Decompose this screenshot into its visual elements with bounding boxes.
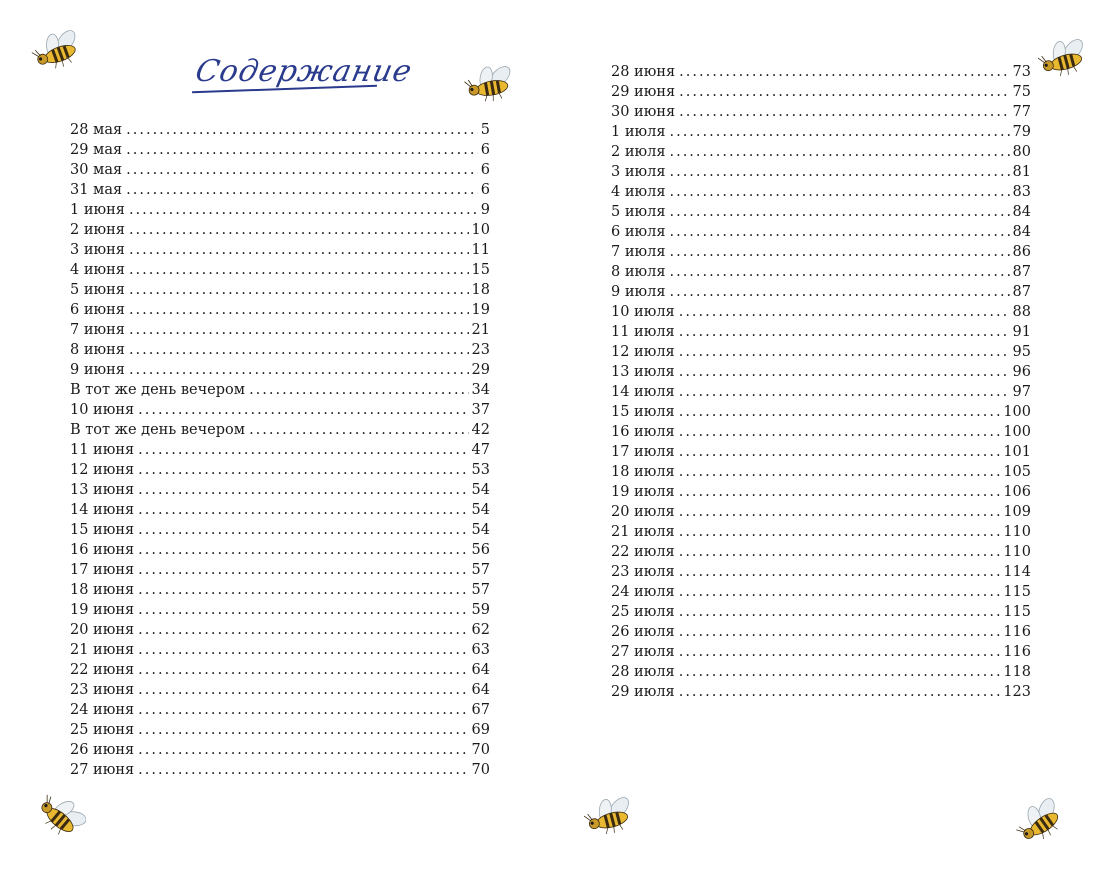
toc-entry-label: 29 июня bbox=[611, 84, 676, 100]
toc-entry-page-number: 37 bbox=[471, 402, 490, 418]
toc-entry-label: 25 июля bbox=[611, 604, 675, 620]
toc-entry-page-number: 110 bbox=[1003, 544, 1031, 560]
toc-leader-dots bbox=[679, 382, 1010, 402]
toc-entry-page-number: 75 bbox=[1012, 84, 1031, 100]
toc-entry-page-number: 115 bbox=[1003, 584, 1031, 600]
toc-leader-dots bbox=[669, 222, 1009, 242]
toc-entry-page-number: 21 bbox=[471, 322, 490, 338]
toc-leader-dots bbox=[669, 182, 1009, 202]
toc-entry-page-number: 84 bbox=[1012, 224, 1031, 240]
toc-entry-label: 11 июля bbox=[611, 324, 675, 340]
toc-entry-label: 24 июля bbox=[611, 584, 675, 600]
bee-icon bbox=[462, 58, 518, 116]
toc-entry bbox=[611, 522, 1031, 542]
toc-entry bbox=[70, 460, 490, 480]
toc-entry-page-number: 88 bbox=[1012, 304, 1031, 320]
toc-entry bbox=[611, 622, 1031, 642]
toc-entry-page-number: 57 bbox=[471, 582, 490, 598]
toc-entry-page-number: 87 bbox=[1012, 264, 1031, 280]
toc-entry-page-number: 110 bbox=[1003, 524, 1031, 540]
toc-entry-label: 2 июня bbox=[70, 222, 125, 238]
toc-entry-label: 12 июня bbox=[70, 462, 135, 478]
toc-entry bbox=[611, 242, 1031, 262]
toc-entry-page-number: 84 bbox=[1012, 204, 1031, 220]
toc-entry bbox=[611, 502, 1031, 522]
toc-leader-dots bbox=[669, 162, 1009, 182]
toc-entry-label: 6 июня bbox=[70, 302, 125, 318]
toc-leader-dots bbox=[138, 480, 468, 500]
toc-entry-label: 7 июля bbox=[611, 244, 666, 260]
toc-leader-dots bbox=[679, 462, 1001, 482]
toc-entry-page-number: 56 bbox=[471, 542, 490, 558]
toc-entry-page-number: 6 bbox=[480, 142, 490, 158]
toc-leader-dots bbox=[679, 622, 1001, 642]
toc-entry-label: 18 июня bbox=[70, 582, 135, 598]
toc-leader-dots bbox=[679, 62, 1009, 82]
toc-entry bbox=[611, 162, 1031, 182]
toc-entry bbox=[70, 200, 490, 220]
toc-leader-dots bbox=[138, 500, 468, 520]
toc-entry bbox=[70, 760, 490, 780]
toc-entry-label: 12 июля bbox=[611, 344, 675, 360]
toc-entry bbox=[611, 362, 1031, 382]
toc-leader-dots bbox=[129, 260, 469, 280]
toc-entry-page-number: 97 bbox=[1012, 384, 1031, 400]
toc-entry-page-number: 73 bbox=[1012, 64, 1031, 80]
toc-entry-label: 13 июля bbox=[611, 364, 675, 380]
toc-entry-page-number: 10 bbox=[471, 222, 490, 238]
toc-entry-label: 28 июля bbox=[611, 664, 675, 680]
toc-list-left bbox=[70, 120, 490, 780]
toc-entry-page-number: 64 bbox=[471, 662, 490, 678]
toc-leader-dots bbox=[129, 300, 469, 320]
toc-entry bbox=[70, 700, 490, 720]
toc-leader-dots bbox=[679, 642, 1001, 662]
toc-entry bbox=[70, 440, 490, 460]
toc-entry-page-number: 115 bbox=[1003, 604, 1031, 620]
toc-leader-dots bbox=[679, 662, 1001, 682]
toc-entry bbox=[611, 82, 1031, 102]
toc-entry-page-number: 54 bbox=[471, 522, 490, 538]
toc-leader-dots bbox=[679, 522, 1001, 542]
toc-entry bbox=[70, 400, 490, 420]
toc-leader-dots bbox=[669, 122, 1009, 142]
toc-entry bbox=[70, 260, 490, 280]
toc-leader-dots bbox=[679, 422, 1001, 442]
toc-entry bbox=[611, 422, 1031, 442]
toc-entry bbox=[70, 660, 490, 680]
toc-entry-page-number: 19 bbox=[471, 302, 490, 318]
toc-entry-page-number: 34 bbox=[471, 382, 490, 398]
toc-entry-label: 28 июня bbox=[611, 64, 676, 80]
toc-leader-dots bbox=[138, 560, 468, 580]
bee-icon bbox=[30, 28, 82, 72]
toc-entry-page-number: 62 bbox=[471, 622, 490, 638]
toc-entry-page-number: 81 bbox=[1012, 164, 1031, 180]
toc-leader-dots bbox=[138, 460, 468, 480]
toc-entry-page-number: 18 bbox=[471, 282, 490, 298]
toc-entry-label: 4 июля bbox=[611, 184, 666, 200]
toc-leader-dots bbox=[679, 322, 1010, 342]
toc-entry-page-number: 54 bbox=[471, 502, 490, 518]
toc-entry-page-number: 118 bbox=[1003, 664, 1031, 680]
toc-leader-dots bbox=[129, 360, 469, 380]
toc-entry bbox=[70, 360, 490, 380]
toc-entry-label: 15 июля bbox=[611, 404, 675, 420]
toc-entry-label: 27 июня bbox=[70, 762, 135, 778]
toc-entry bbox=[611, 642, 1031, 662]
toc-entry bbox=[611, 102, 1031, 122]
toc-entry-label: 22 июня bbox=[70, 662, 135, 678]
toc-entry-label: 16 июля bbox=[611, 424, 675, 440]
toc-entry-label: 9 июня bbox=[70, 362, 125, 378]
toc-entry bbox=[70, 240, 490, 260]
toc-entry-page-number: 47 bbox=[471, 442, 490, 458]
toc-entry-label: 26 июля bbox=[611, 624, 675, 640]
toc-entry bbox=[70, 500, 490, 520]
toc-entry bbox=[70, 640, 490, 660]
toc-entry-label: 1 июня bbox=[70, 202, 125, 218]
bee-icon bbox=[1014, 796, 1070, 852]
bee-icon bbox=[1036, 36, 1092, 86]
toc-entry bbox=[611, 542, 1031, 562]
toc-entry-label: 29 мая bbox=[70, 142, 123, 158]
toc-entry-label: 14 июля bbox=[611, 384, 675, 400]
toc-entry bbox=[70, 420, 490, 440]
toc-entry-label: 31 мая bbox=[70, 182, 123, 198]
toc-leader-dots bbox=[138, 760, 468, 780]
toc-entry bbox=[611, 322, 1031, 342]
toc-entry bbox=[70, 280, 490, 300]
toc-leader-dots bbox=[129, 320, 469, 340]
toc-entry bbox=[70, 540, 490, 560]
toc-leader-dots bbox=[669, 142, 1009, 162]
toc-leader-dots bbox=[679, 82, 1009, 102]
toc-entry-label: 1 июля bbox=[611, 124, 666, 140]
toc-entry-label: 9 июля bbox=[611, 284, 666, 300]
toc-entry-page-number: 15 bbox=[471, 262, 490, 278]
toc-entry-label: 20 июня bbox=[70, 622, 135, 638]
toc-entry bbox=[611, 342, 1031, 362]
toc-leader-dots bbox=[249, 420, 468, 440]
toc-entry-page-number: 6 bbox=[480, 162, 490, 178]
toc-entry-label: 23 июля bbox=[611, 564, 675, 580]
toc-entry-label: 17 июня bbox=[70, 562, 135, 578]
toc-leader-dots bbox=[126, 120, 478, 140]
toc-leader-dots bbox=[126, 160, 478, 180]
toc-entry-label: 20 июля bbox=[611, 504, 675, 520]
toc-entry-page-number: 105 bbox=[1003, 464, 1031, 480]
toc-leader-dots bbox=[679, 682, 1001, 702]
toc-leader-dots bbox=[669, 282, 1009, 302]
toc-entry-label: 8 июля bbox=[611, 264, 666, 280]
toc-entry bbox=[611, 262, 1031, 282]
toc-entry bbox=[70, 520, 490, 540]
toc-leader-dots bbox=[669, 242, 1009, 262]
toc-entry-page-number: 59 bbox=[471, 602, 490, 618]
toc-entry-page-number: 6 bbox=[480, 182, 490, 198]
toc-entry-label: 28 мая bbox=[70, 122, 123, 138]
toc-entry-label: 15 июня bbox=[70, 522, 135, 538]
toc-entry bbox=[70, 220, 490, 240]
toc-entry-label: 24 июня bbox=[70, 702, 135, 718]
right-page bbox=[550, 0, 1100, 873]
toc-entry-label: 21 июля bbox=[611, 524, 675, 540]
toc-entry-page-number: 54 bbox=[471, 482, 490, 498]
toc-leader-dots bbox=[138, 720, 468, 740]
toc-entry bbox=[70, 300, 490, 320]
toc-leader-dots bbox=[129, 220, 469, 240]
toc-entry-page-number: 116 bbox=[1003, 644, 1031, 660]
toc-entry-page-number: 5 bbox=[480, 122, 490, 138]
toc-leader-dots bbox=[138, 400, 468, 420]
toc-entry-label: 22 июля bbox=[611, 544, 675, 560]
toc-entry-label: 23 июня bbox=[70, 682, 135, 698]
toc-leader-dots bbox=[138, 600, 468, 620]
toc-leader-dots bbox=[129, 200, 478, 220]
toc-entry-label: 5 июня bbox=[70, 282, 125, 298]
toc-entry bbox=[70, 320, 490, 340]
toc-entry bbox=[611, 302, 1031, 322]
toc-list-right bbox=[611, 62, 1031, 702]
toc-entry-label: 7 июня bbox=[70, 322, 125, 338]
toc-leader-dots bbox=[129, 240, 469, 260]
toc-entry-label: 10 июня bbox=[70, 402, 135, 418]
toc-entry-page-number: 69 bbox=[471, 722, 490, 738]
toc-entry bbox=[70, 120, 490, 140]
toc-leader-dots bbox=[138, 640, 468, 660]
toc-entry bbox=[70, 340, 490, 360]
toc-entry bbox=[611, 142, 1031, 162]
toc-entry bbox=[611, 562, 1031, 582]
toc-leader-dots bbox=[679, 402, 1001, 422]
toc-entry-page-number: 77 bbox=[1012, 104, 1031, 120]
bee-icon bbox=[580, 796, 642, 840]
bee-icon bbox=[30, 792, 86, 848]
toc-entry bbox=[611, 62, 1031, 82]
toc-entry-label: 18 июля bbox=[611, 464, 675, 480]
toc-leader-dots bbox=[669, 202, 1009, 222]
toc-leader-dots bbox=[679, 342, 1010, 362]
toc-entry-page-number: 87 bbox=[1012, 284, 1031, 300]
toc-entry-label: 13 июня bbox=[70, 482, 135, 498]
toc-entry-label: 30 мая bbox=[70, 162, 123, 178]
toc-leader-dots bbox=[138, 540, 468, 560]
toc-leader-dots bbox=[679, 562, 1001, 582]
toc-entry-label: 8 июня bbox=[70, 342, 125, 358]
toc-entry bbox=[611, 122, 1031, 142]
toc-entry-page-number: 86 bbox=[1012, 244, 1031, 260]
toc-entry-page-number: 42 bbox=[471, 422, 490, 438]
toc-entry-label: 17 июля bbox=[611, 444, 675, 460]
toc-leader-dots bbox=[679, 582, 1001, 602]
toc-entry-label: 5 июля bbox=[611, 204, 666, 220]
toc-entry bbox=[611, 202, 1031, 222]
toc-leader-dots bbox=[129, 340, 469, 360]
toc-entry bbox=[70, 580, 490, 600]
toc-entry-page-number: 67 bbox=[471, 702, 490, 718]
toc-leader-dots bbox=[679, 602, 1001, 622]
toc-entry bbox=[70, 180, 490, 200]
toc-entry-page-number: 96 bbox=[1012, 364, 1031, 380]
toc-entry-label: 10 июля bbox=[611, 304, 675, 320]
toc-entry bbox=[611, 382, 1031, 402]
toc-entry-page-number: 9 bbox=[480, 202, 490, 218]
toc-leader-dots bbox=[679, 502, 1001, 522]
toc-entry-page-number: 70 bbox=[471, 762, 490, 778]
toc-entry bbox=[611, 682, 1031, 702]
toc-leader-dots bbox=[138, 680, 468, 700]
toc-leader-dots bbox=[679, 482, 1001, 502]
toc-leader-dots bbox=[138, 580, 468, 600]
toc-leader-dots bbox=[138, 740, 468, 760]
toc-entry-page-number: 80 bbox=[1012, 144, 1031, 160]
toc-entry-page-number: 106 bbox=[1003, 484, 1031, 500]
toc-leader-dots bbox=[138, 520, 468, 540]
toc-entry-page-number: 63 bbox=[471, 642, 490, 658]
toc-leader-dots bbox=[126, 140, 478, 160]
toc-leader-dots bbox=[679, 442, 1001, 462]
toc-entry bbox=[611, 482, 1031, 502]
page-title: Содержание bbox=[192, 54, 416, 89]
toc-entry bbox=[70, 160, 490, 180]
toc-entry bbox=[611, 222, 1031, 242]
toc-entry bbox=[70, 560, 490, 580]
toc-entry-label: 26 июня bbox=[70, 742, 135, 758]
toc-entry-page-number: 109 bbox=[1003, 504, 1031, 520]
toc-entry-page-number: 29 bbox=[471, 362, 490, 378]
toc-entry-page-number: 64 bbox=[471, 682, 490, 698]
toc-leader-dots bbox=[138, 660, 468, 680]
toc-leader-dots bbox=[679, 102, 1009, 122]
toc-entry-label: В тот же день вечером bbox=[70, 382, 246, 398]
toc-entry-page-number: 57 bbox=[471, 562, 490, 578]
toc-entry-label: 19 июня bbox=[70, 602, 135, 618]
toc-leader-dots bbox=[679, 362, 1010, 382]
toc-entry bbox=[611, 402, 1031, 422]
toc-entry-page-number: 101 bbox=[1003, 444, 1031, 460]
toc-entry-label: 14 июня bbox=[70, 502, 135, 518]
toc-entry-page-number: 114 bbox=[1003, 564, 1031, 580]
toc-entry-label: 4 июня bbox=[70, 262, 125, 278]
toc-entry bbox=[70, 140, 490, 160]
toc-entry-page-number: 100 bbox=[1003, 424, 1031, 440]
toc-entry bbox=[611, 462, 1031, 482]
toc-entry-page-number: 123 bbox=[1003, 684, 1031, 700]
toc-entry bbox=[611, 442, 1031, 462]
toc-entry bbox=[611, 582, 1031, 602]
toc-leader-dots bbox=[679, 302, 1010, 322]
toc-entry-label: 16 июня bbox=[70, 542, 135, 558]
toc-entry-label: 3 июня bbox=[70, 242, 125, 258]
toc-entry bbox=[70, 620, 490, 640]
toc-entry bbox=[70, 600, 490, 620]
toc-entry-label: 27 июля bbox=[611, 644, 675, 660]
toc-entry-label: 21 июня bbox=[70, 642, 135, 658]
toc-entry bbox=[611, 182, 1031, 202]
toc-entry-page-number: 70 bbox=[471, 742, 490, 758]
toc-entry bbox=[70, 720, 490, 740]
toc-entry-page-number: 23 bbox=[471, 342, 490, 358]
toc-entry bbox=[70, 680, 490, 700]
toc-entry-label: В тот же день вечером bbox=[70, 422, 246, 438]
toc-leader-dots bbox=[138, 620, 468, 640]
toc-entry-page-number: 91 bbox=[1012, 324, 1031, 340]
toc-leader-dots bbox=[669, 262, 1009, 282]
toc-entry-page-number: 53 bbox=[471, 462, 490, 478]
toc-leader-dots bbox=[138, 700, 468, 720]
toc-entry-label: 6 июля bbox=[611, 224, 666, 240]
toc-entry-page-number: 11 bbox=[471, 242, 490, 258]
toc-leader-dots bbox=[129, 280, 469, 300]
toc-entry-label: 19 июля bbox=[611, 484, 675, 500]
toc-leader-dots bbox=[126, 180, 478, 200]
toc-entry-label: 30 июня bbox=[611, 104, 676, 120]
toc-leader-dots bbox=[249, 380, 468, 400]
toc-leader-dots bbox=[138, 440, 468, 460]
toc-entry-page-number: 116 bbox=[1003, 624, 1031, 640]
toc-entry bbox=[70, 740, 490, 760]
toc-entry-label: 25 июня bbox=[70, 722, 135, 738]
toc-entry bbox=[611, 602, 1031, 622]
toc-entry-label: 11 июня bbox=[70, 442, 135, 458]
toc-entry-page-number: 83 bbox=[1012, 184, 1031, 200]
toc-entry-label: 3 июля bbox=[611, 164, 666, 180]
toc-entry-label: 2 июля bbox=[611, 144, 666, 160]
toc-entry-page-number: 79 bbox=[1012, 124, 1031, 140]
toc-entry-label: 29 июля bbox=[611, 684, 675, 700]
toc-leader-dots bbox=[679, 542, 1001, 562]
toc-entry-page-number: 95 bbox=[1012, 344, 1031, 360]
toc-entry bbox=[611, 282, 1031, 302]
toc-entry bbox=[70, 480, 490, 500]
toc-entry bbox=[70, 380, 490, 400]
toc-entry-page-number: 100 bbox=[1003, 404, 1031, 420]
toc-entry bbox=[611, 662, 1031, 682]
